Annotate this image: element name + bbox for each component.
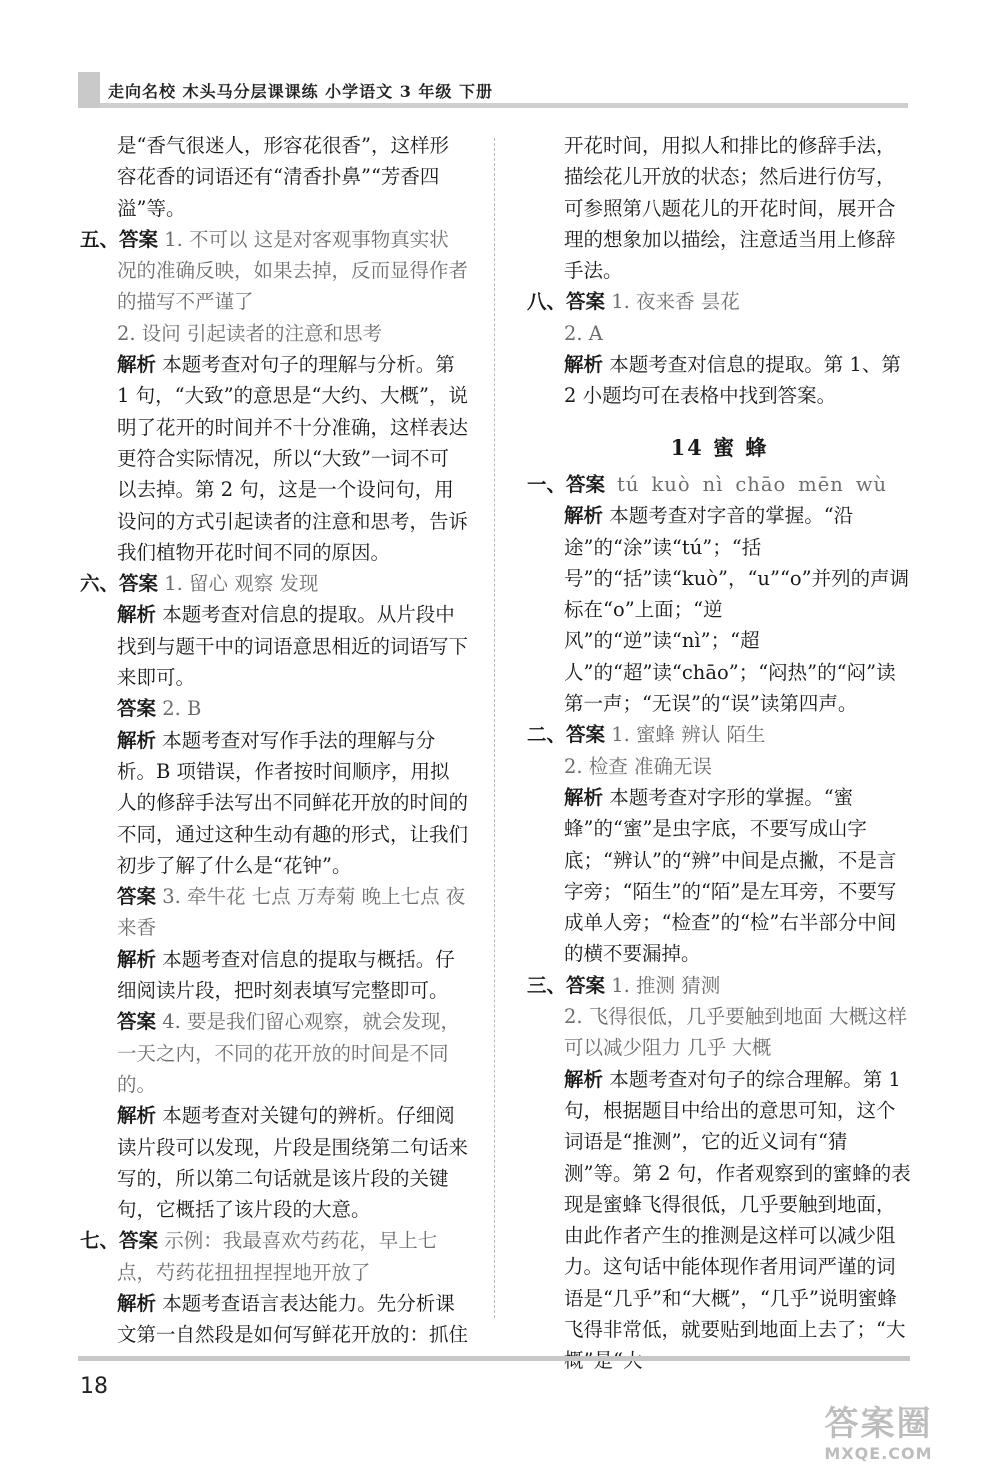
q6-analysis-4: 解析 本题考查对关键句的辨析。仔细阅读片段可以发现，片段是围绕第二句话来写的，所以第二句话就是该片段的关键句，它概括了该片段的大意。 bbox=[117, 1104, 469, 1222]
q7-analysis: 解析 本题考查语言表达能力。先分析课文第一自然段是如何写鲜花开放的：抓住 bbox=[117, 1291, 469, 1347]
watermark-logo bbox=[796, 1404, 961, 1463]
l14-q3-analysis: 解析 本题考查对句子的综合理解。第 1 句，根据题目中给出的意思可知，这个词语是“推测”，它的近义词有“猜测”等。第 2 句，作者观察到的蜜蜂的表现是蜜蜂飞得很低，几乎要触到地面，由此作者产生的推测是这样可以减少阻力。这句话中能体现作者用词严谨的词语是“几乎”和“大概”，“几乎”说明蜜蜂飞得非常低，就要贴到地面上去了；“大 bbox=[564, 1067, 911, 1341]
l14-q2-analysis: 解析 本题考查对字形的掌握。“蜜蜂”的“蜜”是虫字底，不要写成山字底；“辨认”的“辨”中间是点撇，不是言字旁；“陌生”的“陌”是左耳旁，不要写成单人旁；“检查”的“检”右半部分中间的横不要漏掉。 bbox=[564, 785, 897, 966]
q6-answer-1: 六、答案 1. 留心 观察 发现 bbox=[80, 572, 319, 596]
l14-q3-answer-2: 2. 飞得很低，几乎要触到地面 大概这样可以减少阻力 几乎 大概 bbox=[564, 1005, 908, 1060]
q7-answer: 七、答案 示例：我最喜欢芍药花，早上七点，芍药花扭扭捏捏地开放了 bbox=[80, 1229, 438, 1284]
page-header bbox=[78, 72, 908, 108]
pinyin-1: tú bbox=[617, 472, 640, 496]
column-divider bbox=[494, 138, 495, 1318]
pinyin-5: mēn bbox=[798, 472, 844, 496]
continuation-line-2: 容花香的词语还有“清香扑鼻”“芳香四 bbox=[117, 165, 440, 189]
q8-answer-2: 2. A bbox=[564, 321, 603, 345]
header-title: 走向名校 木头马分层课课练 小学语文 3 年级 下册 bbox=[108, 82, 493, 101]
q6-analysis-1: 解析 本题考查对信息的提取。从片段中找到与题干中的词语意思相近的词语写下来即可。 bbox=[117, 603, 469, 690]
q6-answer-4: 答案 4. 要是我们留心观察，就会发现，一天之内，不同的花开放的时间是不同的。 bbox=[117, 1010, 461, 1096]
continuation-line-3: 溢”等。 bbox=[117, 196, 186, 220]
q5-analysis: 解析 本题考查对句子的理解与分析。第 1 句，“大致”的意思是“大约、大概”，说明了花开的时间并不十分准确，这样表达更符合实际情况，所以“大致”一词不可以去掉。第 2 句，这是一个设问句，用设问的方式引起读者的注意和思考，告诉我们植物开花时间不同的原因。 bbox=[117, 353, 469, 564]
q8-answer: 八、答案 1. 夜来香 昙花 bbox=[527, 290, 740, 314]
l14-q3-answer: 三、答案 1. 推测 猜测 bbox=[527, 973, 721, 997]
continuation-line-1: 是“香气很迷人，形容花很香”，这样形 bbox=[117, 134, 449, 157]
watermark-logo-text: 答案圈 bbox=[824, 1404, 933, 1444]
q7-analysis-continued: 开花时间，用拟人和排比的修辞手法，描绘花儿开放的状态；然后进行仿写，可参照第八题花儿的开花时间，展开合理的想象加以描绘，注意适当用上修辞手法。 bbox=[564, 134, 896, 283]
right-column bbox=[527, 130, 912, 1377]
left-column bbox=[80, 130, 468, 1351]
q6-answer-3: 答案 3. 牵牛花 七点 万寿菊 晚上七点 夜来香 bbox=[117, 885, 466, 940]
q8-analysis: 解析 本题考查对信息的提取。第 1、第 2 小题均可在表格中找到答案。 bbox=[564, 353, 901, 408]
q6-analysis-3: 解析 本题考查对信息的提取与概括。仔细阅读片段，把时刻表填写完整即可。 bbox=[117, 947, 455, 1003]
pinyin-2: kuò bbox=[651, 472, 691, 496]
footer-rule bbox=[78, 1356, 910, 1361]
pinyin-3: nì bbox=[702, 472, 724, 496]
l14-q1-analysis: 解析 本题考查对字音的掌握。“沿途”的“涂”读“tú”；“括号”的“括”读“kuò”，“u”“o”并列的声调标在“o”上面；“逆风”的“逆”读“nì”；“超人”的“超”读“chāo”；“闷热”的“闷”读第一声；“无误”的“误”读第四声。 bbox=[564, 504, 910, 716]
l14-q1-answer: 一、答案 tú kuò nì chāo mēn wù bbox=[527, 472, 888, 496]
header-block bbox=[78, 72, 100, 108]
l14-q2-answer-2: 2. 检查 准确无误 bbox=[564, 754, 713, 778]
watermark-url: MXQE.COM bbox=[824, 1444, 933, 1463]
q5-answer: 五、答案 1. 不可以 这是对客观事物真实状况的准确反映，如果去掉，反而显得作者的描写不严谨了 bbox=[80, 227, 469, 314]
header-rule bbox=[100, 103, 908, 108]
l14-q2-answer: 二、答案 1. 蜜蜂 辨认 陌生 bbox=[527, 723, 766, 747]
pinyin-6: wù bbox=[855, 472, 888, 496]
q6-analysis-2: 解析 本题考查对写作手法的理解与分析。B 项错误，作者按时间顺序，用拟人的修辞手法写出不同鲜花开放的时间的不同，通过这种生动有趣的形式，让我们初步了解了什么是“花钟”。 bbox=[117, 728, 469, 877]
page-number: 18 bbox=[80, 1374, 108, 1399]
pinyin-4: chāo bbox=[735, 472, 787, 496]
lesson-title: 14 蜜 蜂 bbox=[670, 434, 769, 460]
q6-answer-2: 答案 2. B bbox=[117, 697, 202, 721]
q5-answer-2: 2. 设问 引起读者的注意和思考 bbox=[117, 321, 383, 345]
